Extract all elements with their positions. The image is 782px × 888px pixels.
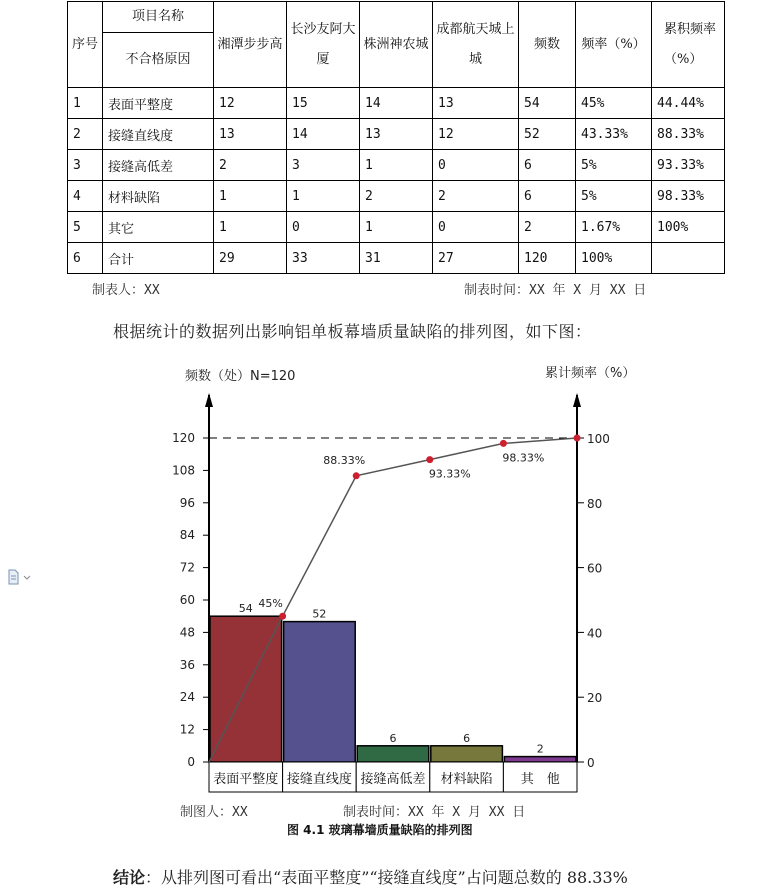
table-cell: 5% (576, 181, 652, 212)
cumulative-point (574, 435, 581, 442)
cumulative-point-label: 98.33% (502, 451, 545, 465)
right-tick-label: 80 (587, 496, 603, 511)
cumulative-point (279, 613, 286, 620)
table-cell: 4 (68, 181, 103, 212)
left-tick-label: 48 (179, 625, 195, 640)
left-tick-label: 60 (179, 593, 195, 607)
left-tick-label: 108 (172, 463, 195, 478)
left-axis-label: 频数（处）N=120 (185, 369, 296, 384)
table-cell: 13 (360, 119, 433, 150)
category-label: 接缝直线度 (286, 772, 352, 787)
header-rate: 频率（%） (576, 2, 652, 88)
left-tick-label: 72 (179, 560, 195, 575)
cumulative-point-label: 88.33% (323, 453, 366, 467)
table-cell: 120 (519, 243, 576, 274)
table-cell: 29 (214, 243, 287, 274)
table-cell: 98.33% (652, 181, 725, 212)
table-cell: 1.67% (576, 212, 652, 243)
table-cell: 0 (433, 212, 519, 243)
right-tick-label: 0 (587, 756, 595, 770)
cumulative-point (353, 472, 360, 479)
table-cell: 合计 (103, 243, 214, 274)
figure-caption: 图 4.1 玻璃幕墙质量缺陷的排列图 (287, 823, 473, 837)
table-cell: 1 (214, 181, 287, 212)
table-cell: 13 (214, 119, 287, 150)
category-label: 表面平整度 (213, 772, 279, 787)
table-cell: 2 (519, 212, 576, 243)
chart-maker: 制图人：XX (180, 805, 248, 820)
table-cell: 52 (519, 119, 576, 150)
table-cell: 1 (214, 212, 287, 243)
left-tick-label: 96 (179, 495, 195, 510)
table-cell: 2 (214, 150, 287, 181)
right-tick-label: 100 (587, 432, 610, 446)
header-site-1: 湘潭步步高 (214, 2, 287, 88)
right-tick-label: 60 (587, 561, 603, 576)
right-tick-label: 20 (587, 691, 603, 706)
category-label: 材料缺陷 (440, 772, 493, 787)
table-cell: 0 (433, 150, 519, 181)
header-reason: 不合格原因 (103, 33, 214, 88)
table-cell: 2 (68, 119, 103, 150)
table-cell: 31 (360, 243, 433, 274)
right-axis-label: 累计频率（%） (545, 366, 636, 381)
table-cell: 15 (287, 88, 360, 119)
table-cell: 3 (68, 150, 103, 181)
bar (431, 746, 503, 762)
header-site-3: 株洲神农城 (360, 2, 433, 88)
table-cell: 6 (519, 150, 576, 181)
table-cell: 14 (287, 119, 360, 150)
conclusion-text: ：从排列图可看出“表面平整度”“接缝直线度”占问题总数的 88.33% (145, 868, 628, 887)
cumulative-point (426, 456, 433, 463)
cumulative-point-label: 45% (258, 597, 283, 611)
table-cell: 材料缺陷 (103, 181, 214, 212)
table-cell: 表面平整度 (103, 88, 214, 119)
bar-value-label: 6 (389, 731, 397, 745)
table-cell: 1 (68, 88, 103, 119)
left-axis-arrow (205, 393, 213, 407)
right-tick-label: 40 (587, 626, 603, 641)
table-cell: 45% (576, 88, 652, 119)
bar-value-label: 6 (463, 731, 471, 745)
table-maker: 制表人：XX (92, 283, 160, 298)
table-cell: 93.33% (652, 150, 725, 181)
table-cell: 33 (287, 243, 360, 274)
table-cell: 其它 (103, 212, 214, 243)
category-label: 接缝高低差 (360, 772, 426, 787)
right-axis-arrow (573, 393, 581, 407)
table-time: 制表时间：XX 年 X 月 XX 日 (464, 283, 647, 298)
intro-paragraph: 根据统计的数据列出影响铝单板幕墙质量缺陷的排列图，如下图： (113, 322, 592, 341)
cumulative-point (500, 440, 507, 447)
table-cell: 1 (287, 181, 360, 212)
table-cell: 0 (287, 212, 360, 243)
table-cell: 44.44% (652, 88, 725, 119)
conclusion-lead: 结论 (113, 868, 146, 887)
table-cell: 54 (519, 88, 576, 119)
bar-value-label: 2 (536, 742, 544, 756)
table-cell: 1 (360, 212, 433, 243)
left-tick-label: 0 (187, 755, 195, 769)
left-tick-label: 84 (179, 528, 195, 543)
table-cell: 12 (214, 88, 287, 119)
table-cell: 27 (433, 243, 519, 274)
header-cumulative: 累积频率（%） (652, 2, 725, 88)
category-label: 其 他 (520, 772, 560, 787)
header-item-name: 项目名称 (103, 2, 214, 33)
left-tick-label: 24 (179, 690, 195, 705)
table-cell: 3 (287, 150, 360, 181)
table-cell: 100% (576, 243, 652, 274)
table-cell: 100% (652, 212, 725, 243)
table-cell: 接缝高低差 (103, 150, 214, 181)
table-cell: 14 (360, 88, 433, 119)
bar-value-label: 52 (312, 607, 327, 621)
table-cell: 6 (519, 181, 576, 212)
table-cell: 12 (433, 119, 519, 150)
header-seq: 序号 (68, 2, 103, 88)
header-site-2: 长沙友阿大厦 (287, 2, 360, 88)
table-cell: 6 (68, 243, 103, 274)
left-tick-label: 36 (179, 657, 195, 672)
bar-value-label: 54 (238, 602, 253, 616)
table-cell: 2 (360, 181, 433, 212)
table-cell: 5 (68, 212, 103, 243)
bar (504, 757, 576, 762)
table-cell: 5% (576, 150, 652, 181)
cumulative-point-label: 93.33% (428, 467, 471, 481)
table-cell: 13 (433, 88, 519, 119)
header-frequency: 频数 (519, 2, 576, 88)
left-tick-label: 12 (179, 722, 195, 737)
header-site-4: 成都航天城上城 (433, 2, 519, 88)
table-cell: 2 (433, 181, 519, 212)
table-cell: 1 (360, 150, 433, 181)
chart-time: 制表时间：XX 年 X 月 XX 日 (343, 805, 526, 820)
bar (284, 622, 356, 762)
table-cell: 43.33% (576, 119, 652, 150)
table-cell: 接缝直线度 (103, 119, 214, 150)
table-cell: 88.33% (652, 119, 725, 150)
left-tick-label: 120 (172, 431, 195, 445)
bar (357, 746, 429, 762)
